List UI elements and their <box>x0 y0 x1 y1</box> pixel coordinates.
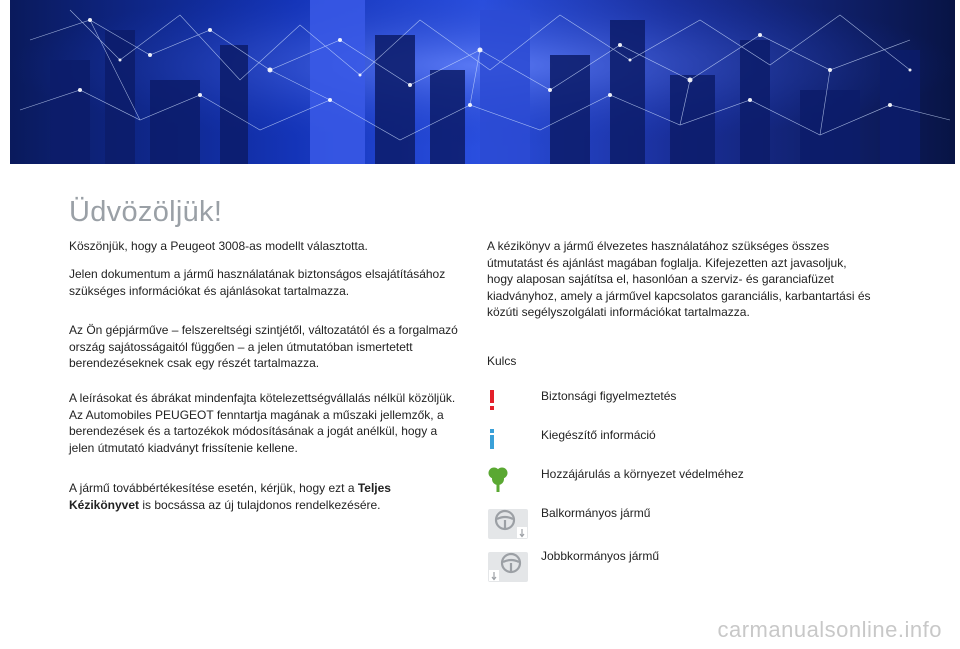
city-network-illustration <box>10 0 955 164</box>
legend-item-info <box>487 427 887 457</box>
legend-item-left-hand-drive <box>487 505 887 541</box>
disclaimer-line-1: A leírásokat és ábrákat mindenfajta kötelezettségvállalás nélkül közöljük. <box>69 391 456 405</box>
disclaimer-paragraph <box>69 390 459 456</box>
warning-exclamation-icon <box>487 388 531 418</box>
site-watermark: carmanualsonline.info <box>717 617 942 642</box>
legend-label: Kiegészítő információ <box>541 428 656 442</box>
resale-paragraph <box>69 480 459 513</box>
right-hand-drive-icon <box>487 548 531 584</box>
manual-usage-paragraph: A kézikönyv a jármű élvezetes használatához szükséges összes útmutatást és ajánlást magában foglalja. Kifejezetten azt javasoljuk, hogy alaposan sajátítsa el, hasonlóan a szerviz- és garanciafüzet kiadványhoz, amely a járművel kapcsolatos garanciális, karbantartási és közúti segélyszolgálati információkat tartalmazza. <box>487 239 871 319</box>
intro-paragraph: Köszönjük, hogy a Peugeot 3008-as modellt választotta. <box>69 239 368 253</box>
legend-label: Balkormányos jármű <box>541 506 651 520</box>
disclaimer-line-2: Az Automobiles PEUGEOT fenntartja magának a műszaki jellemzők, a berendezések és a tartozékok módosításának a jogát anélkül, hogy a jelen útmutató kiadványt frissítenie kellene. <box>69 407 444 455</box>
left-hand-drive-icon <box>487 505 531 541</box>
legend-label: Hozzájárulás a környezet védelméhez <box>541 467 744 481</box>
resale-text-post: is bocsássa az új tulajdonos rendelkezésére. <box>139 497 381 512</box>
document-purpose-paragraph: Jelen dokumentum a jármű használatának biztonságos elsajátításához szükséges információkat és ajánlásokat tartalmazza. <box>69 267 446 298</box>
page-title: Üdvözöljük! <box>69 196 223 228</box>
right-text-column <box>487 238 872 321</box>
legend-label: Biztonsági figyelmeztetés <box>541 389 677 403</box>
header-banner-image <box>10 0 955 164</box>
resale-text-pre: A jármű továbbértékesítése esetén, kérjük, hogy ezt a <box>69 481 358 495</box>
full-manual-emphasis: Teljes Kézikönyvet <box>69 481 391 512</box>
environment-tree-icon <box>487 466 531 496</box>
legend-label: Jobbkormányos jármű <box>541 549 660 563</box>
equipment-variation-paragraph: Az Ön gépjárműve – felszereltségi szintjétől, változatától és a forgalmazó ország sajátosságaitól függően – a jelen útmutatóban ismertetett berendezéseknek csak egy részét tartalmazza. <box>69 323 458 370</box>
legend-item-warning <box>487 388 887 418</box>
legend-item-right-hand-drive <box>487 548 887 584</box>
legend-heading: Kulcs <box>487 354 517 368</box>
legend-item-environment <box>487 466 887 496</box>
info-icon <box>487 427 531 457</box>
